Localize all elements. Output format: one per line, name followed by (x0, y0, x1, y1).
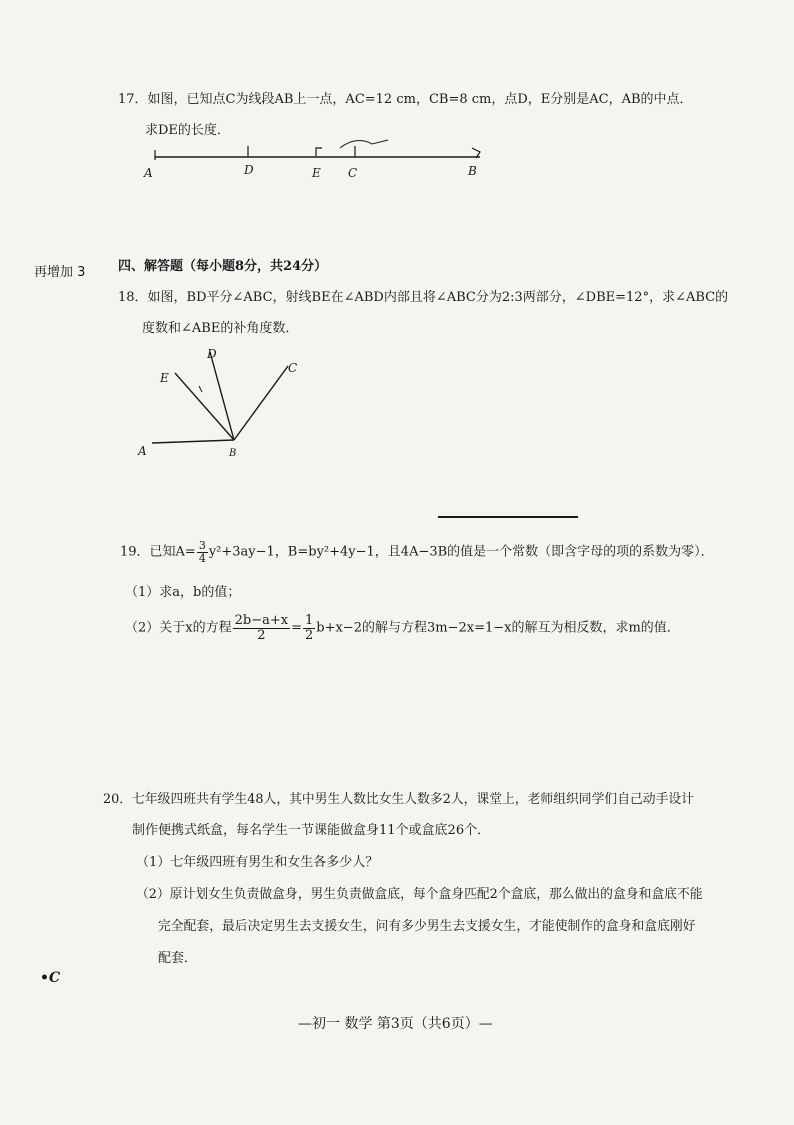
point-label-c: C (348, 166, 358, 180)
q19-part2-frac-den: 2 (257, 627, 266, 643)
q19-part2-b: b+x−2的解与方程3m−2x=1−x的解互为相反数，求m的值． (316, 620, 680, 636)
q18-line2: 度数和∠ABE的补角度数． (142, 321, 299, 336)
q19-prefix: 19．已知A= (120, 544, 196, 560)
q20-line1: 20．七年级四班共有学生48人，其中男生人数比女生人数多2人，课堂上，老师组织同学们自己动手设计 (103, 792, 694, 807)
q19-part2-frac-num: 2b−a+x (234, 613, 289, 628)
point-label-b: B (468, 164, 477, 178)
q17-line1: 17．如图，已知点C为线段AB上一点，AC=12 cm，CB=8 cm，点D，E分别是AC，AB的中点． (118, 92, 693, 107)
q19-part2-eq: = (291, 620, 302, 636)
q20-part2-line2: 完全配套，最后决定男生去支援女生，问有多少男生去支援女生，才能使制作的盒身和盒底刚好 (158, 919, 696, 934)
corner-mark: •C (40, 970, 61, 986)
q17-line2: 求DE的长度． (145, 123, 230, 138)
page-footer: —初一 数学 第3页（共6页）— (298, 1016, 493, 1032)
q19-part2-fraction (233, 614, 290, 642)
q19-frac-den: 4 (198, 551, 206, 565)
ray-label-d: D (207, 347, 217, 361)
vertex-label-b: B (229, 448, 237, 459)
q20-line2: 制作便携式纸盒，每名学生一节课能做盒身11个或盒底26个． (132, 823, 491, 838)
point-label-d: D (244, 163, 254, 177)
point-label-e: E (312, 166, 321, 180)
section-4-title: 四、解答题（每小题8分，共24分） (118, 259, 328, 274)
angle-diagram (0, 0, 794, 470)
q19-part2-a: （2）关于x的方程 (125, 620, 232, 636)
answer-underline (438, 516, 578, 518)
q20-part1: （1）七年级四班有男生和女生各多少人？ (136, 855, 379, 870)
q20-part2-line1: （2）原计划女生负责做盒身，男生负责做盒底，每个盒身匹配2个盒底，那么做出的盒身和盒底不能 (136, 887, 703, 902)
q19-rest: y²+3ay−1，B=by²+4y−1，且4A−3B的值是一个常数（即含字母的项的系数为零）． (208, 544, 714, 560)
margin-note: 再增加 3 (34, 265, 86, 280)
q19-part2 (125, 614, 680, 642)
ray-label-c: C (288, 361, 298, 375)
q19-fraction (197, 540, 208, 564)
q19-frac-num: 3 (198, 539, 206, 552)
q19-part2-frac2-num: 1 (304, 613, 314, 628)
q19-part2-frac2-den: 2 (304, 627, 314, 643)
q20-part2-line3: 配套． (158, 951, 198, 966)
ray-label-e: E (160, 371, 169, 385)
q19-part1: （1）求a，b的值； (125, 585, 241, 600)
q19-part2-fraction2 (303, 614, 315, 642)
q19-stem (120, 540, 714, 564)
point-label-a: A (144, 166, 153, 180)
q18-line1: 18．如图，BD平分∠ABC，射线BE在∠ABD内部且将∠ABC分为2:3两部分，∠DBE=12°，求∠ABC的 (118, 290, 729, 305)
ray-label-a: A (138, 444, 147, 458)
